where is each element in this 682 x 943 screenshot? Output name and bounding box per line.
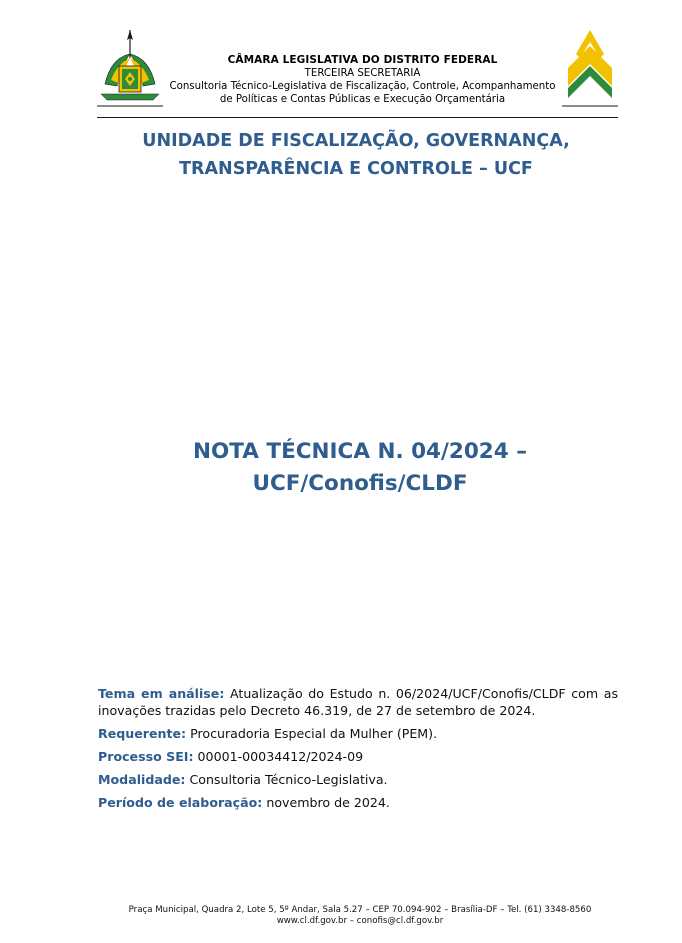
technical-note-title [80,436,640,500]
unit-title [100,127,612,183]
consultancy-line-2: de Políticas e Contas Públicas e Execução Orçamentária [219,94,506,105]
note-title-line-1: NOTA TÉCNICA N. 04/2024 – [193,439,527,464]
requerente-label: Requerente: [98,726,187,741]
cldf-logo-icon [562,28,618,110]
periodo-value: novembro de 2024. [266,795,390,810]
requerente-value: Procuradoria Especial da Mulher (PEM). [190,726,438,741]
processo-value: 00001-00034412/2024-09 [197,749,364,764]
letterhead [97,28,618,120]
consultancy-line-1: Consultoria Técnico-Legislativa de Fiscalização, Controle, Acompanhamento [169,81,556,92]
unit-title-line-1: UNIDADE DE FISCALIZAÇÃO, GOVERNANÇA, [142,131,570,151]
requerente-row [98,725,618,742]
tema-row [98,685,618,719]
footer-address: Praça Municipal, Quadra 2, Lote 5, 5º Andar, Sala 5.27 – CEP 70.094-902 – Brasília-DF – Tel. (61) 3348-8560 [128,905,592,915]
modalidade-value: Consultoria Técnico-Legislativa. [189,772,388,787]
processo-row [98,748,618,765]
header-divider [97,117,618,118]
tema-value: Atualização do Estudo n. 06/2024/UCF/Conofis/CLDF com as inovações trazidas pelo Decreto 46.319, de 27 de setembro de 2024. [98,686,618,718]
periodo-label: Período de elaboração: [98,795,263,810]
processo-label: Processo SEI: [98,749,194,764]
note-title-line-2: UCF/Conofis/CLDF [252,471,468,496]
secretariat-name: TERCEIRA SECRETARIA [304,68,421,79]
page-footer [80,905,640,927]
document-metadata [98,685,618,817]
tema-label: Tema em análise: [98,686,225,701]
unit-title-line-2: TRANSPARÊNCIA E CONTROLE – UCF [179,159,533,179]
modalidade-label: Modalidade: [98,772,186,787]
footer-contact: www.cl.df.gov.br – conofis@cl.df.gov.br [276,916,444,926]
periodo-row [98,794,618,811]
letterhead-text [163,54,562,106]
modalidade-row [98,771,618,788]
institution-name: CÂMARA LEGISLATIVA DO DISTRITO FEDERAL [227,54,498,66]
df-coat-of-arms-icon [97,28,163,110]
